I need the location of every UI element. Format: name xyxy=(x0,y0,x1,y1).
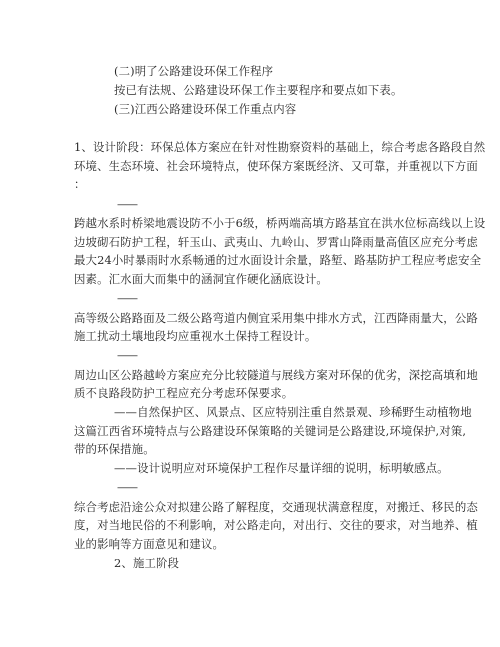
paragraph-line: 边坡砌石防护工程，轩玉山、武夷山、九岭山、罗霄山降雨量高值区应充分考虑 xyxy=(74,235,478,249)
intro-line: 按已有法规、公路建设环保工作主要程序和要点如下表。 xyxy=(114,83,403,97)
paragraph-line: 周边山区公路越岭方案应充分比较隧道与展线方案对环保的优劣，深挖高填和地 xyxy=(74,368,478,382)
sub-item-line: ——自然保护区、风景点、区应特别注重自然景观、珍稀野生动植物地 xyxy=(114,405,472,419)
paragraph-line: 带的环保措施。 xyxy=(74,442,155,456)
heading-3: (三)江西公路建设环保工作重点内容 xyxy=(114,102,297,116)
paragraph-line: 施工扰动土壤地段均应重视水土保持工程设计。 xyxy=(74,329,317,343)
paragraph-line: 最大24小时暴雨时水系畅通的过水面设计余量，路堑、路基防护工程应考虑安全 xyxy=(74,253,482,267)
paragraph-line: 高等级公路路面及二级公路弯道内侧宜采用集中排水方式，江西降雨量大，公路 xyxy=(74,311,478,325)
paragraph-line: 这篇江西省环境特点与公路建设环保策略的关键词是公路建设,环境保护,对策, xyxy=(74,424,467,438)
section-2-title: 2、施工阶段 xyxy=(114,556,180,570)
section-1-title-line: ： xyxy=(74,177,86,191)
dash-separator: —— xyxy=(117,198,137,211)
sub-item-line: ——设计说明应对环境保护工程作尽量详细的说明，标明敏感点。 xyxy=(114,461,449,475)
paragraph-line: 因素。汇水面大而集中的涵洞宜作硬化涵底设计。 xyxy=(74,272,328,286)
dash-separator: —— xyxy=(117,481,137,494)
paragraph-line: 跨越水系时桥梁地震设防不小于6级，桥两端高填方路基宜在洪水位标高线以上设 xyxy=(74,216,486,230)
paragraph-line: 综合考虑沿途公众对拟建公路了解程度，交通现状满意程度，对搬迁、移民的态 xyxy=(74,500,478,514)
dash-separator: —— xyxy=(117,349,137,362)
paragraph-line: 度，对当地民俗的不利影响，对公路走向，对出行、交往的要求，对当地养、植 xyxy=(74,518,478,532)
heading-2: (二)明了公路建设环保工作程序 xyxy=(114,64,274,78)
paragraph-line: 业的影响等方面意见和建议。 xyxy=(74,537,225,551)
section-1-title-line: 环境、生态环境、社会环境特点，使环保方案既经济、又可靠，并重视以下方面 xyxy=(74,159,478,173)
dash-separator: —— xyxy=(117,292,137,305)
paragraph-line: 质不良路段防护工程应充分考虑环保要求。 xyxy=(74,386,294,400)
section-1-title-line: 1、设计阶段：环保总体方案应在针对性勘察资料的基础上，综合考虑各路段自然 xyxy=(74,140,486,154)
